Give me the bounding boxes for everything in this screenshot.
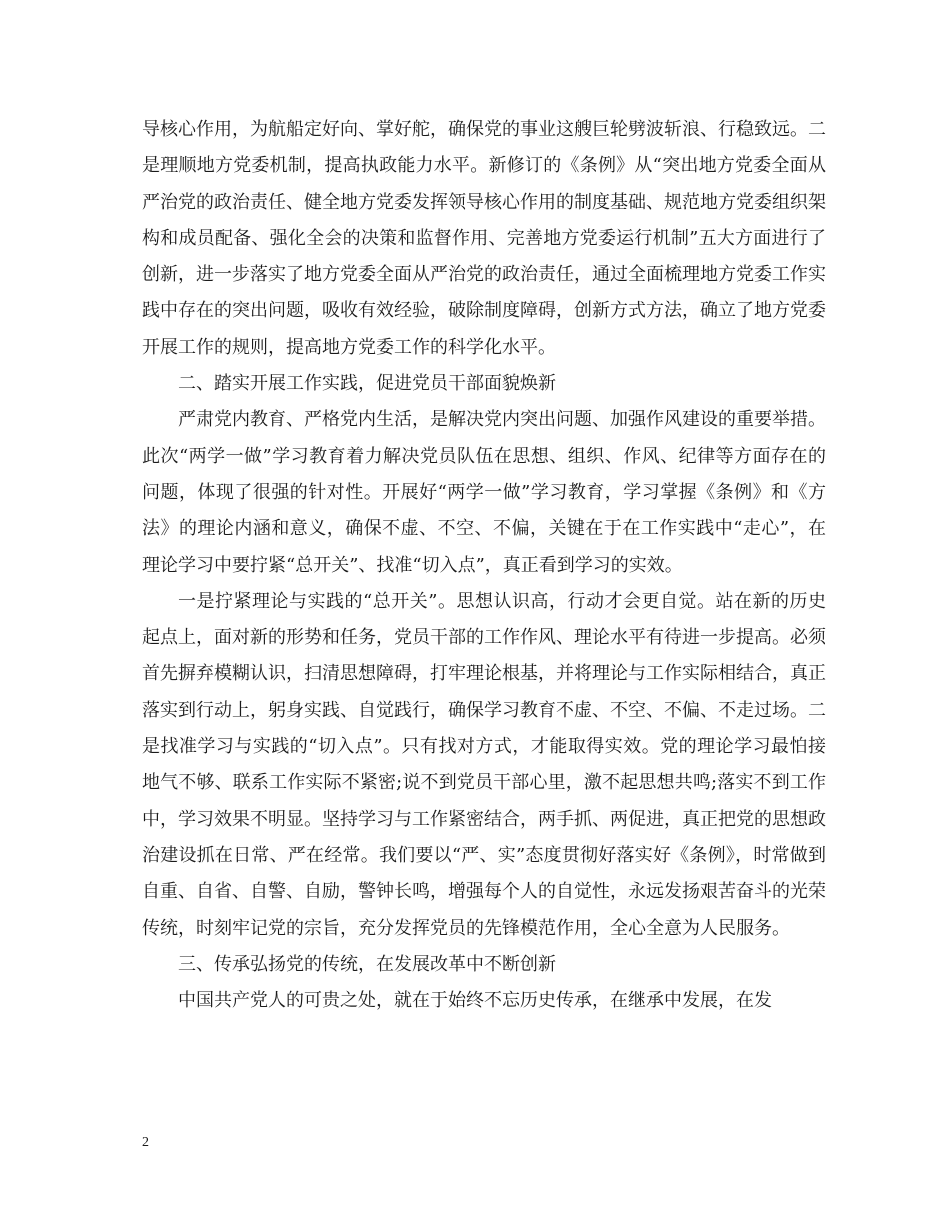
- paragraph-continuation: 导核心作用，为航船定好向、掌好舵，确保党的事业这艘巨轮劈波斩浪、行稳致远。二是理顺地方党委机制，提高执政能力水平。新修订的《条例》从“突出地方党委全面从严治党的政治责任、健全地方党委发挥领导核心作用的制度基础、规范地方党委组织架构和成员配备、强化全会的决策和监督作用、完善地方党委运行机制”五大方面进行了创新，进一步落实了地方党委全面从严治党的政治责任，通过全面梳理地方党委工作实践中存在的突出问题，吸收有效经验，破除制度障碍，创新方式方法，确立了地方党委开展工作的规则，提高地方党委工作的科学化水平。: [142, 119, 826, 358]
- page-number: 2: [142, 1135, 149, 1150]
- section-heading-3: 三、传承弘扬党的传统，在发展改革中不断创新: [178, 953, 556, 975]
- paragraph-body: 中国共产党人的可贵之处，就在于始终不忘历史传承，在继承中发展，在发: [178, 990, 772, 1012]
- paragraph-body: 严肃党内教育、严格党内生活，是解决党内突出问题、加强作风建设的重要举措。此次“两学一做”学习教育着力解决党员队伍在思想、组织、作风、纪律等方面存在的问题，体现了很强的针对性。开展好“两学一做”学习教育，学习掌握《条例》和《方法》的理论内涵和意义，确保不虚、不空、不偏，关键在于在工作实践中“走心”，在理论学习中要拧紧“总开关”、找准“切入点”，真正看到学习的实效。: [142, 409, 826, 576]
- paragraph-body: 一是拧紧理论与实践的“总开关”。思想认识高，行动才会更自觉。站在新的历史起点上，面对新的形势和任务，党员干部的工作作风、理论水平有待进一步提高。必须首先摒弃模糊认识，扫清思想障碍，打牢理论根基，并将理论与工作实际相结合，真正落实到行动上，躬身实践、自觉践行，确保学习教育不虚、不空、不偏、不走过场。二是找准学习与实践的“切入点”。只有找对方式，才能取得实效。党的理论学习最怕接地气不够、联系工作实际不紧密;说不到党员干部心里，激不起思想共鸣;落实不到工作中，学习效果不明显。坚持学习与工作紧密结合，两手抓、两促进，真正把党的思想政治建设抓在日常、严在经常。我们要以“严、实”态度贯彻好落实好《条例》，时常做到自重、自省、自警、自励，警钟长鸣，增强每个人的自觉性，永远发扬艰苦奋斗的光荣传统，时刻牢记党的宗旨，充分发挥党员的先锋模范作用，全心全意为人民服务。: [142, 590, 826, 939]
- section-heading-2: 二、踏实开展工作实践，促进党员干部面貌焕新: [178, 373, 556, 395]
- document-body: [142, 112, 826, 1019]
